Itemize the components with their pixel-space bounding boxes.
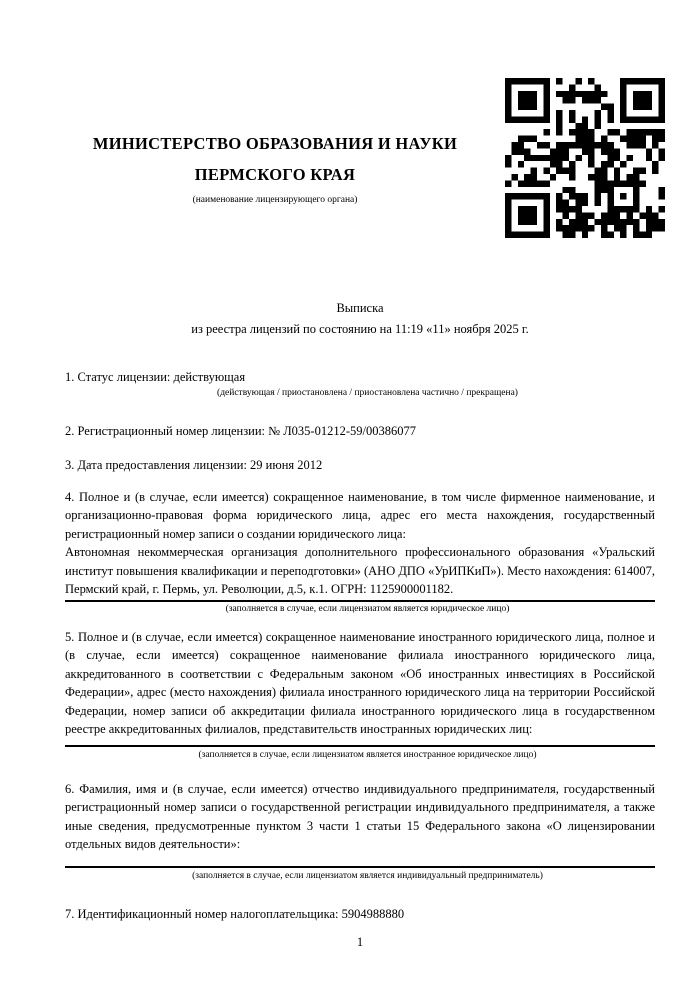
document-title xyxy=(65,298,655,340)
item-6-hint: (заполняется в случае, если лицензиатом является индивидуальный предприниматель) xyxy=(192,870,543,881)
item-6-fill-in-line xyxy=(65,866,655,868)
item-4-hint: (заполняется в случае, если лицензиатом является юридическое лицо) xyxy=(225,603,510,614)
item-4-value: Автономная некоммерческая организация дополнительного профессионального образования «Уральский институт повышения квалификации и переподготовки» (АНО ДПО «УрИПКиП»). Место нахождения: 614007, Пермский край, г. Пермь, ул. Революции, д.5, к.1. ОГРН: 1125900001182. xyxy=(65,545,655,596)
item-6-entrepreneur-label: 6. Фамилия, имя и (в случае, если имеется) отчество индивидуального предпринимателя, государственный регистрационный номер записи о государственной регистрации индивидуального предпринимателя, а также иные сведения, предусмотренные пунктом 3 части 1 статьи 15 Федерального закона «О лицензировании отдельных видов деятельности»: xyxy=(65,781,655,851)
ministry-name-caption: (наименование лицензирующего органа) xyxy=(192,195,358,205)
item-5-hint: (заполняется в случае, если лицензиатом является иностранное юридическое лицо) xyxy=(198,749,537,760)
document-title-line2: из реестра лицензий по состоянию на 11:19 «11» ноября 2025 г. xyxy=(191,322,529,336)
licensing-authority-header xyxy=(60,128,490,206)
item-1-license-status: 1. Статус лицензии: действующая xyxy=(65,370,246,384)
item-3-grant-date: 3. Дата предоставления лицензии: 29 июня 2012 xyxy=(65,458,323,472)
qr-code-icon xyxy=(505,78,665,238)
item-4-legal-entity xyxy=(65,488,655,599)
item-4-label: 4. Полное и (в случае, если имеется) сокращенное наименование, в том числе фирменное наименование, и организационно-правовая форма юридического лица, адрес его места нахождения, государственный регистрационный номер записи о создании юридического лица: xyxy=(65,489,655,541)
document-title-line1: Выписка xyxy=(336,301,384,315)
document-body xyxy=(65,368,655,952)
item-5-fill-in-line xyxy=(65,745,655,747)
page-number: 1 xyxy=(356,935,364,949)
item-5-foreign-entity-label: 5. Полное и (в случае, если имеется) сокращенное наименование иностранного юридического лица, полное и (в случае, если имеется) сокращенное наименование филиала иностранного юридического лица, аккредитованного в соответствии с Федеральным законом «Об иностранных инвестициях в Российской Федерации», адрес (место нахождения) филиала иностранного юридического лица на территории Российской Федерации, номер записи об аккредитации филиала иностранного юридического лица в государственном реестре аккредитованных филиалов, представительств иностранных юридических лиц: xyxy=(65,629,655,736)
item-2-registration-number: 2. Регистрационный номер лицензии: № Л035-01212-59/00386077 xyxy=(65,423,416,438)
item-1-hint: (действующая / приостановлена / приостановлена частично / прекращена) xyxy=(217,387,518,398)
ministry-name-line2: ПЕРМСКОГО КРАЯ xyxy=(194,165,356,184)
ministry-name-line1: МИНИСТЕРСТВО ОБРАЗОВАНИЯ И НАУКИ xyxy=(92,134,458,153)
item-4-underline xyxy=(65,600,655,602)
item-7-taxpayer-number: 7. Идентификационный номер налогоплательщика: 5904988880 xyxy=(65,906,405,921)
